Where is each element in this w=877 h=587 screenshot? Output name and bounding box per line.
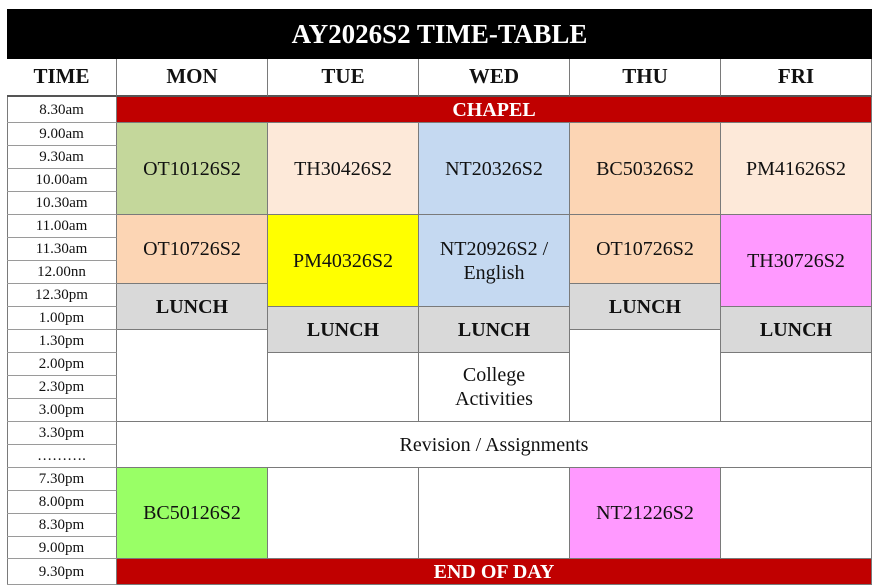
course-block-wed-late: [419, 215, 570, 307]
afternoon-empty-mon: [117, 330, 268, 422]
course-block-tue-morning: TH30426S2: [268, 123, 419, 215]
course-block-tue-late: PM40326S2: [268, 215, 419, 307]
course-block-thu-morning: BC50326S2: [570, 123, 721, 215]
header-mon: MON: [117, 59, 268, 97]
afternoon-empty-tue: [268, 353, 419, 422]
time-slot: 2.00pm: [7, 353, 117, 376]
timetable: [7, 9, 872, 585]
time-slot: 9.00pm: [7, 537, 117, 559]
evening-empty-tue: [268, 468, 419, 559]
header-wed: WED: [419, 59, 570, 97]
lunch-block-fri: LUNCH: [721, 307, 872, 353]
time-slot: 11.00am: [7, 215, 117, 238]
course-block-fri-morning: PM41626S2: [721, 123, 872, 215]
time-slot: 9.00am: [7, 123, 117, 146]
time-slot: 8.30pm: [7, 514, 117, 537]
time-slot: 1.30pm: [7, 330, 117, 353]
time-slot: 9.30am: [7, 146, 117, 169]
lunch-block-wed: LUNCH: [419, 307, 570, 353]
time-slot: 2.30pm: [7, 376, 117, 399]
lunch-block-tue: LUNCH: [268, 307, 419, 353]
time-slot: 10.30am: [7, 192, 117, 215]
afternoon-empty-fri: [721, 353, 872, 422]
course-block-wed-late-line1: NT20926S2 /: [439, 237, 549, 260]
afternoon-empty-thu: [570, 330, 721, 422]
college-activities-line2: Activities: [455, 388, 533, 410]
time-slot: 11.30am: [7, 238, 117, 261]
header-tue: TUE: [268, 59, 419, 97]
header-fri: FRI: [721, 59, 872, 97]
time-slot: 12.30pm: [7, 284, 117, 307]
evening-empty-wed: [419, 468, 570, 559]
lunch-block-thu: LUNCH: [570, 284, 721, 330]
course-block-thu-evening: NT21226S2: [570, 468, 721, 559]
course-block-thu-late: OT10726S2: [570, 215, 721, 284]
revision-assignments-band: Revision / Assignments: [117, 422, 872, 468]
time-slot: ……….: [7, 445, 117, 468]
college-activities-block: [419, 353, 570, 422]
end-of-day-band: END OF DAY: [117, 559, 872, 585]
course-block-mon-morning: OT10126S2: [117, 123, 268, 215]
time-slot: 10.00am: [7, 169, 117, 192]
time-slot: 12.00nn: [7, 261, 117, 284]
college-activities-line1: College: [462, 364, 526, 386]
course-block-fri-late: TH30726S2: [721, 215, 872, 307]
time-slot: 3.00pm: [7, 399, 117, 422]
chapel-band: CHAPEL: [117, 97, 872, 123]
course-block-mon-late: OT10726S2: [117, 215, 268, 284]
course-block-mon-evening: BC50126S2: [117, 468, 268, 559]
course-block-wed-morning: NT20326S2: [419, 123, 570, 215]
time-slot: 7.30pm: [7, 468, 117, 491]
lunch-block-mon: LUNCH: [117, 284, 268, 330]
time-slot: 3.30pm: [7, 422, 117, 445]
time-slot: 1.00pm: [7, 307, 117, 330]
header-time: TIME: [7, 59, 117, 97]
timetable-title: AY2026S2 TIME-TABLE: [7, 9, 872, 59]
course-block-wed-late-line2: English: [463, 261, 525, 284]
time-slot: 8.30am: [7, 97, 117, 123]
time-slot: 9.30pm: [7, 559, 117, 585]
evening-empty-fri: [721, 468, 872, 559]
header-thu: THU: [570, 59, 721, 97]
time-slot: 8.00pm: [7, 491, 117, 514]
